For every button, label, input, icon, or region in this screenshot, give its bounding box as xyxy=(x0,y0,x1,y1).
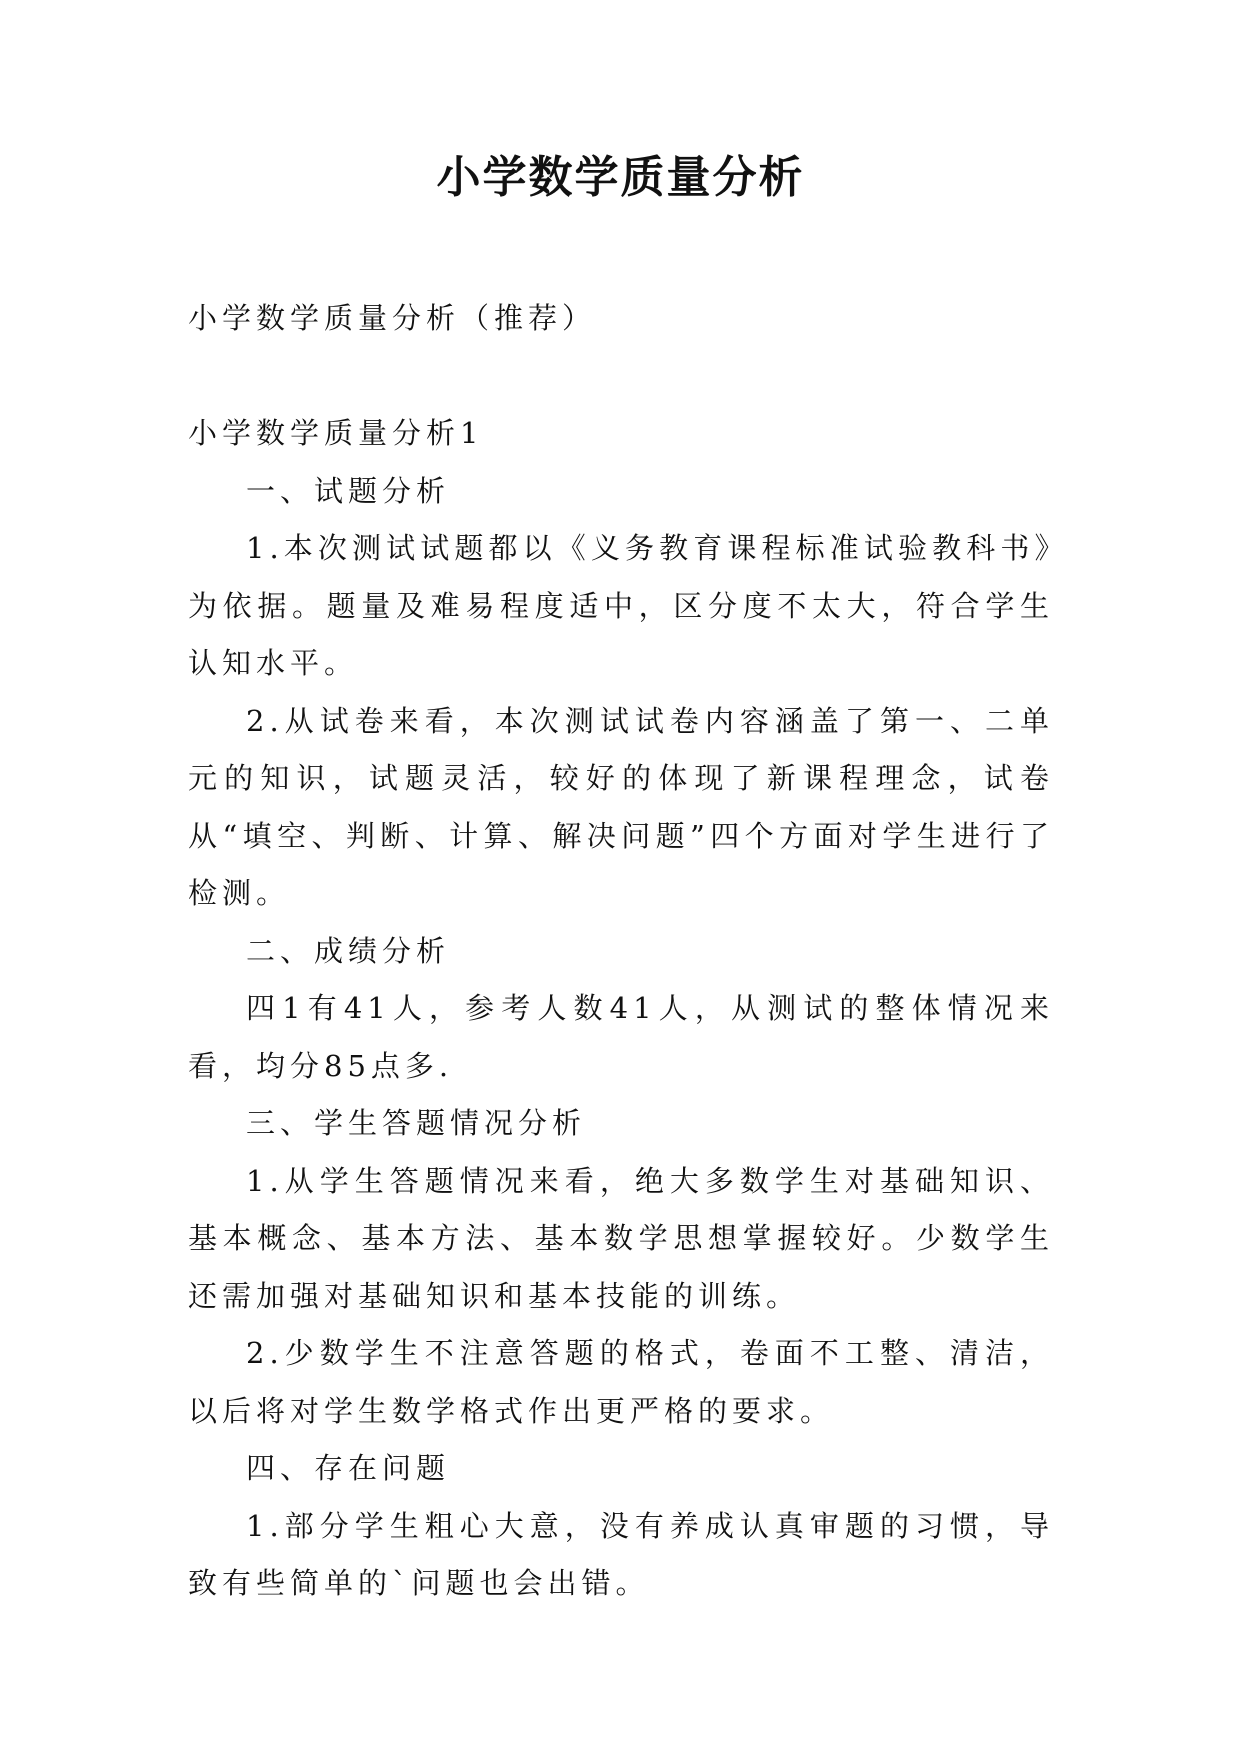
document-body xyxy=(188,405,1054,1613)
section-heading: 一、试题分析 xyxy=(246,473,451,508)
paragraph: 四1有41人，参考人数41人，从测试的整体情况来看，均分85点多. xyxy=(188,991,1054,1083)
paragraph: 2.从试卷来看，本次测试试卷内容涵盖了第一、二单元的知识，试题灵活，较好的体现了新课程理念，试卷从“填空、判断、计算、解决问题”四个方面对学生进行了检测。 xyxy=(188,703,1054,910)
section-heading: 小学数学质量分析1 xyxy=(188,416,484,450)
document-subtitle: 小学数学质量分析（推荐） xyxy=(188,301,597,335)
document-title: 小学数学质量分析 xyxy=(436,152,805,203)
paragraph: 2.少数学生不注意答题的格式，卷面不工整、清洁，以后将对学生数学格式作出更严格的要求。 xyxy=(188,1336,1054,1428)
paragraph: 1.部分学生粗心大意，没有养成认真审题的习惯，导致有些简单的`问题也会出错。 xyxy=(188,1508,1054,1600)
paragraph: 1.从学生答题情况来看，绝大多数学生对基础知识、基本概念、基本方法、基本数学思想掌握较好。少数学生还需加强对基础知识和基本技能的训练。 xyxy=(188,1163,1054,1313)
section-heading: 四、存在问题 xyxy=(246,1451,451,1485)
paragraph: 1.本次测试试题都以《义务教育课程标准试验教科书》为依据。题量及难易程度适中，区分度不太大，符合学生认知水平。 xyxy=(188,531,1054,680)
section-heading: 二、成绩分析 xyxy=(246,933,451,968)
section-heading: 三、学生答题情况分析 xyxy=(246,1106,587,1140)
